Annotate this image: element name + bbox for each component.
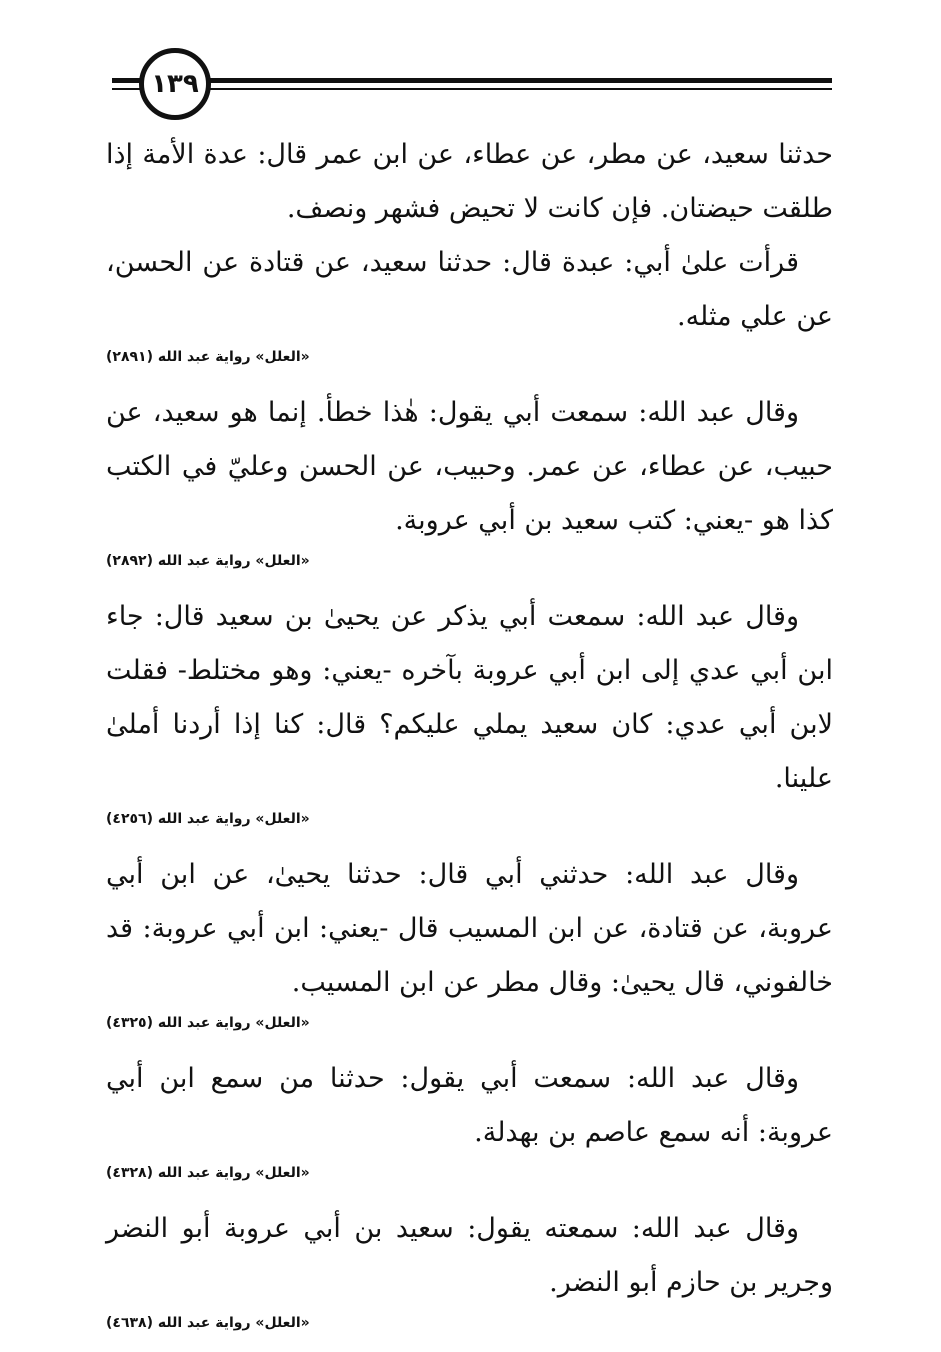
header-rule-thin — [112, 88, 832, 90]
source-reference: «العلل» رواية عبد الله (٢٨٩١) — [106, 349, 310, 365]
page-number: ١٣٩ — [151, 69, 199, 99]
source-reference: «العلل» رواية عبد الله (٤٣٢٨) — [106, 1165, 310, 1181]
paragraph: وقال عبد الله: حدثني أبي قال: حدثنا يحيىٰ، عن ابن أبي عروبة، عن قتادة، عن ابن المسيب قال -يعني: ابن أبي عروبة: قد خالفوني، قال يحيىٰ: وقال مطر عن ابن المسيب. — [106, 859, 833, 998]
page-body — [106, 128, 833, 1352]
paragraph: وقال عبد الله: سمعته يقول: سعيد بن أبي عروبة أبو النضر وجرير بن حازم أبو النضر. — [106, 1213, 833, 1298]
paragraph: وقال عبد الله: سمعت أبي يقول: حدثنا من سمع ابن أبي عروبة: أنه سمع عاصم بن بهدلة. — [106, 1063, 833, 1148]
source-reference: «العلل» رواية عبد الله (٤٣٢٥) — [106, 1015, 310, 1031]
paragraph: وقال عبد الله: سمعت أبي يذكر عن يحيىٰ بن سعيد قال: جاء ابن أبي عدي إلى ابن أبي عروبة بآخره -يعني: وهو مختلط- فقلت لابن أبي عدي: كان سعيد يملي عليكم؟ قال: كنا إذا أردنا أملىٰ علينا. — [106, 601, 833, 794]
page-number-badge — [139, 48, 211, 120]
header-rule-thick — [112, 78, 832, 83]
source-reference: «العلل» رواية عبد الله (٢٨٩٢) — [106, 553, 310, 569]
page-header — [0, 0, 941, 130]
paragraph: وقال عبد الله: سمعت أبي يقول: هٰذا خطأ. إنما هو سعيد، عن حبيب، عن عطاء، عن عمر. وحبيب، عن الحسن وعليّ في الكتب كذا هو -يعني: كتب سعيد بن أبي عروبة. — [106, 397, 833, 536]
source-reference: «العلل» رواية عبد الله (٤٢٥٦) — [106, 811, 310, 827]
paragraph: حدثنا سعيد، عن مطر، عن عطاء، عن ابن عمر قال: عدة الأمة إذا طلقت حيضتان. فإن كانت لا تحيض فشهر ونصف. — [106, 139, 833, 224]
paragraph: قرأت علىٰ أبي: عبدة قال: حدثنا سعيد، عن قتادة عن الحسن، عن علي مثله. — [106, 247, 833, 332]
source-reference: «العلل» رواية عبد الله (٤٦٣٨) — [106, 1315, 310, 1331]
